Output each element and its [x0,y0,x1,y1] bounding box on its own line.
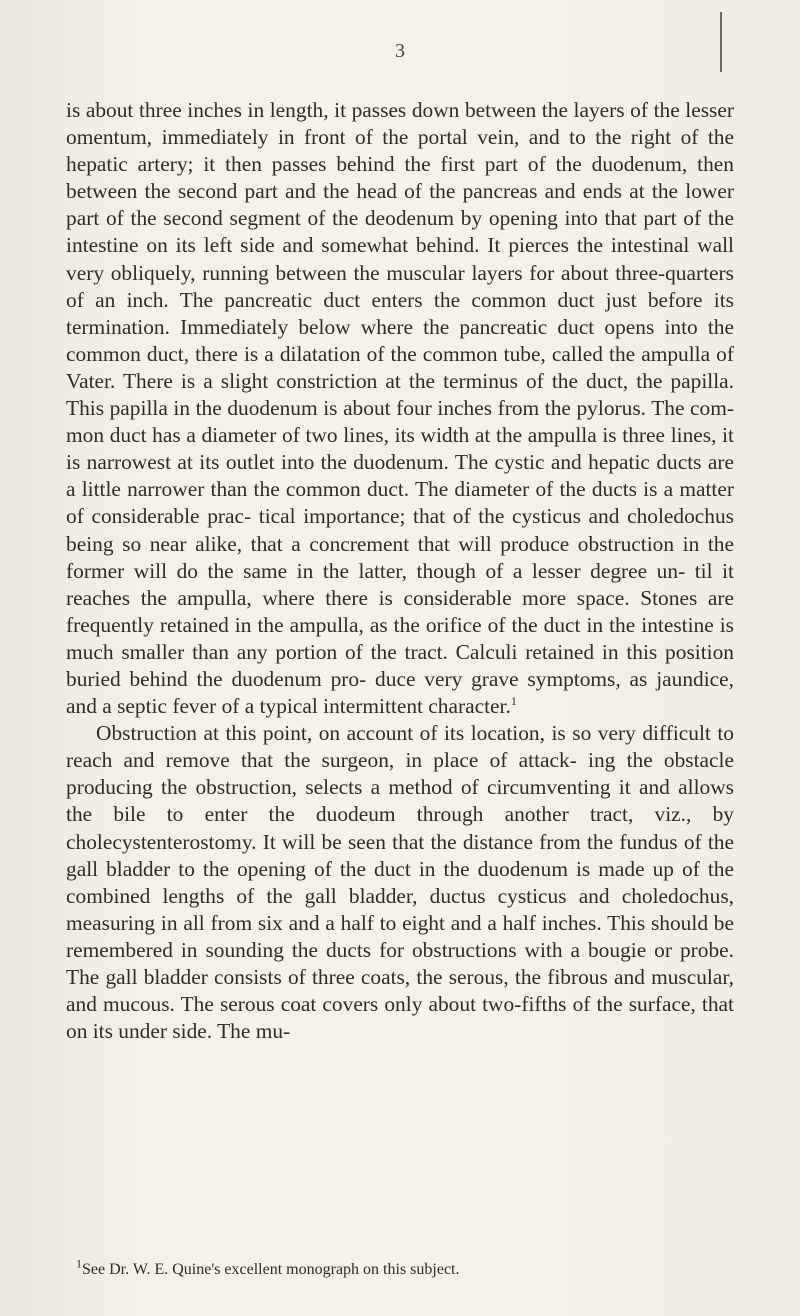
paragraph-text: is about three inches in length, it passes down between the layers of the lesser omentum, immediately in front of the portal vein, and to the right of the hepatic artery; it then passes behind the first part of the duodenum, then between the second part and the head of the pancreas and ends at the lower part of the second segment of the deodenum by opening into that part of the intestine on its left side and somewhat behind. It pierces the intestinal wall very obliquely, running between the muscular layers for about three-quarters of an inch. The pancreatic duct enters the common duct just before its termination. Immediately below where the pancreatic duct opens into the common duct, there is a dilatation of the common tube, called the ampulla of Vater. There is a slight constriction at the terminus of the duct, the papilla. This papilla in the duodenum is about four inches from the pylorus. The com- mon duct has a diameter of two lines, its width at the ampulla is three lines, it is narrowest at its outlet into the duodenum. The cystic and hepatic ducts are a little narrower than the common duct. The diameter of the ducts is a matter of considerable prac- tical importance; that of the cysticus and choledochus being so near alike, that a concrement that will produce obstruction in the former will do the same in the latter, though of a lesser degree un- til it reaches the ampulla, where there is considerable more space. Stones are frequently retained in the ampulla, as the orifice of the duct in the intestine is much smaller than any portion of the tract. Calculi retained in this position buried behind the duodenum pro- duce very grave symptoms, as jaundice, and a septic fever of a typical intermittent character. [66,98,734,719]
paragraph [66,97,734,720]
footnote [66,1256,734,1280]
footnote-marker: 1 [76,1256,82,1271]
footnote-text: See Dr. W. E. Quine's excellent monograph on this subject. [82,1261,460,1278]
footnote-reference: 1 [510,693,517,708]
paragraph: Obstruction at this point, on account of its location, is so very difficult to reach and remove that the surgeon, in place of attack- ing the obstacle producing the obstruction, selects a method of circumventing it and allows the bile to enter the duodeum through another tract, viz., by cholecystenterostomy. It will be seen that the distance from the fundus of the gall bladder to the opening of the duct in the duodenum is made up of the combined lengths of the gall bladder, ductus cysticus and choledochus, measuring in all from six and a half to eight and a half inches. This should be remembered in sounding the ducts for obstructions with a bougie or probe. The gall bladder consists of three coats, the serous, the fibrous and muscular, and mucous. The serous coat covers only about two-fifths of the surface, that on its under side. The mu- [66,721,734,1044]
page-number: 3 [395,40,405,62]
body-text [66,97,734,1045]
